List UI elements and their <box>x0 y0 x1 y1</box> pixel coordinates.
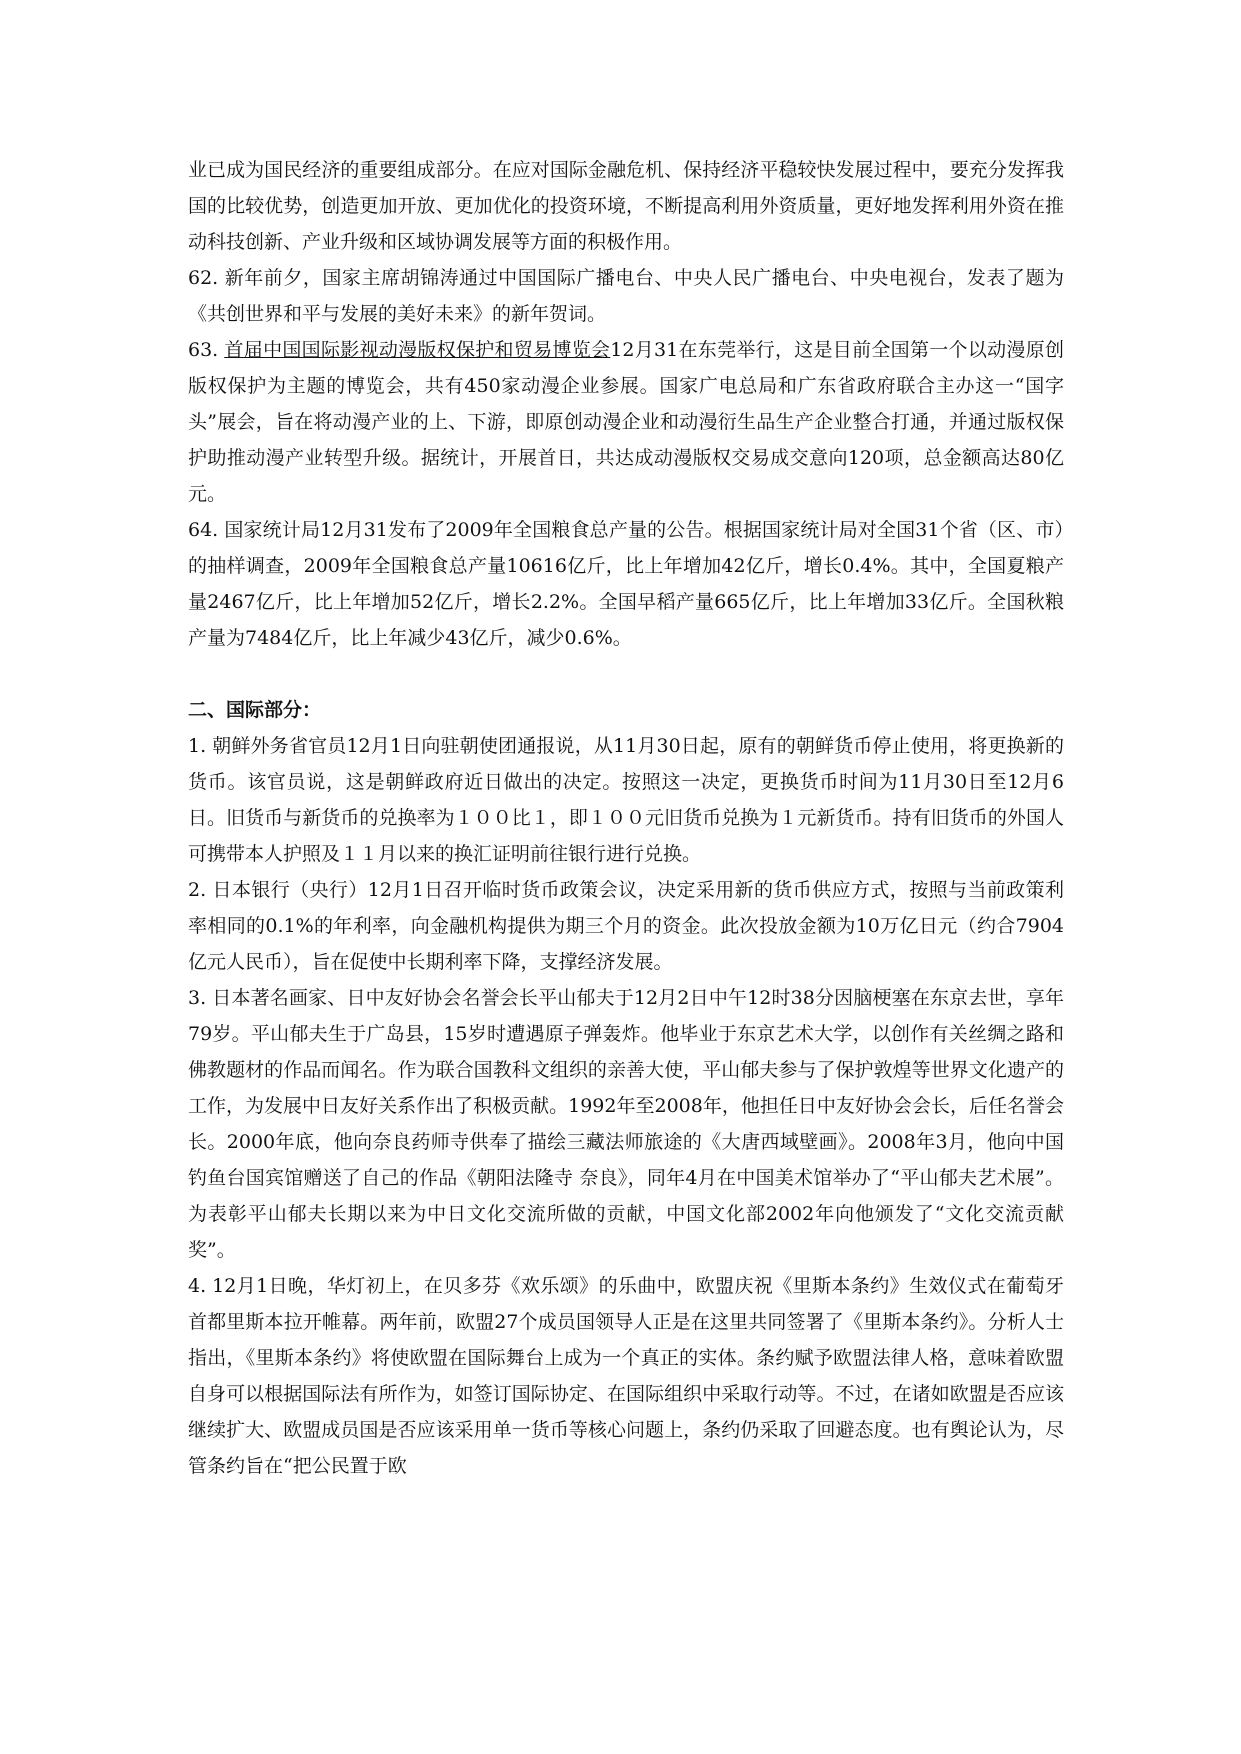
item-number: 4. <box>188 1275 207 1297</box>
item-text: 朝鲜外务省官员12月1日向驻朝使团通报说，从11月30日起，原有的朝鲜货币停止使用，将更换新的货币。该官员说，这是朝鲜政府近日做出的决定。按照这一决定，更换货币时间为11月30日至12月6日。旧货币与新货币的兑换率为１００比１，即１００元旧货币兑换为１元新货币。持有旧货币的外国人可携带本人护照及１１月以来的换汇证明前往银行进行兑换。 <box>188 735 1064 865</box>
section-spacer <box>188 656 1064 692</box>
intro-paragraph: 业已成为国民经济的重要组成部分。在应对国际金融危机、保持经济平稳较快发展过程中，要充分发挥我国的比较优势，创造更加开放、更加优化的投资环境，不断提高利用外资质量，更好地发挥利用外资在推动科技创新、产业升级和区域协调发展等方面的积极作用。 <box>188 159 1064 253</box>
intl-item-3 <box>188 980 1064 1268</box>
item-number: 2. <box>188 879 207 901</box>
item-number: 3. <box>188 987 207 1009</box>
news-item-63 <box>188 332 1064 512</box>
item-text: 12月1日晚，华灯初上，在贝多芬《欢乐颂》的乐曲中，欧盟庆祝《里斯本条约》生效仪式在葡萄牙首都里斯本拉开帷幕。两年前，欧盟27个成员国领导人正是在这里共同签署了《里斯本条约》。分析人士指出，《里斯本条约》将使欧盟在国际舞台上成为一个真正的实体。条约赋予欧盟法律人格，意味着欧盟自身可以根据国际法有所作为，如签订国际协定、在国际组织中采取行动等。不过，在诸如欧盟是否应该继续扩大、欧盟成员国是否应该采用单一货币等核心问题上，条约仍采取了回避态度。也有舆论认为，尽管条约旨在“把公民置于欧 <box>188 1275 1064 1477</box>
document-page <box>188 152 1064 1484</box>
item-text: 国家统计局12月31发布了2009年全国粮食总产量的公告。根据国家统计局对全国31个省（区、市）的抽样调查，2009年全国粮食总产量10616亿斤，比上年增加42亿斤，增长0.4%。其中，全国夏粮产量2467亿斤，比上年增加52亿斤，增长2.2%。全国早稻产量665亿斤，比上年增加33亿斤。全国秋粮产量为7484亿斤，比上年减少43亿斤，减少0.6%。 <box>188 519 1064 649</box>
item-text: 12月31在东莞举行，这是目前全国第一个以动漫原创版权保护为主题的博览会，共有450家动漫企业参展。国家广电总局和广东省政府联合主办这一“国字头”展会，旨在将动漫产业的上、下游，即原创动漫企业和动漫衍生品生产企业整合打通，并通过版权保护助推动漫产业转型升级。据统计，开展首日，共达成动漫版权交易成交意向120项，总金额高达80亿元。 <box>188 339 1064 505</box>
intl-item-1 <box>188 728 1064 872</box>
intl-item-4 <box>188 1268 1064 1484</box>
item-text: 日本银行（央行）12月1日召开临时货币政策会议，决定采用新的货币供应方式，按照与当前政策利率相同的0.1%的年利率，向金融机构提供为期三个月的资金。此次投放金额为10万亿日元（约合7904亿元人民币），旨在促使中长期利率下降，支撑经济发展。 <box>188 879 1064 973</box>
news-item-62 <box>188 260 1064 332</box>
intl-item-2 <box>188 872 1064 980</box>
item-number: 64. <box>188 519 219 541</box>
news-item-64 <box>188 512 1064 656</box>
section-heading-international: 二、国际部分： <box>188 699 322 721</box>
item-number: 63. <box>188 339 219 361</box>
expo-name-underlined: 首届中国国际影视动漫版权保护和贸易博览会 <box>224 339 611 361</box>
item-text: 新年前夕，国家主席胡锦涛通过中国国际广播电台、中央人民广播电台、中央电视台，发表了题为《共创世界和平与发展的美好未来》的新年贺词。 <box>188 267 1064 325</box>
item-text: 日本著名画家、日中友好协会名誉会长平山郁夫于12月2日中午12时38分因脑梗塞在东京去世，享年79岁。平山郁夫生于广岛县，15岁时遭遇原子弹轰炸。他毕业于东京艺术大学，以创作有关丝绸之路和佛教题材的作品而闻名。作为联合国教科文组织的亲善大使，平山郁夫参与了保护敦煌等世界文化遗产的工作，为发展中日友好关系作出了积极贡献。1992年至2008年，他担任日中友好协会会长，后任名誉会长。2000年底，他向奈良药师寺供奉了描绘三藏法师旅途的《大唐西域壁画》。2008年3月，他向中国钓鱼台国宾馆赠送了自己的作品《朝阳法隆寺 奈良》，同年4月在中国美术馆举办了“平山郁夫艺术展”。为表彰平山郁夫长期以来为中日文化交流所做的贡献，中国文化部2002年向他颁发了“文化交流贡献奖”。 <box>188 987 1064 1261</box>
item-number: 1. <box>188 735 207 757</box>
item-number: 62. <box>188 267 219 289</box>
